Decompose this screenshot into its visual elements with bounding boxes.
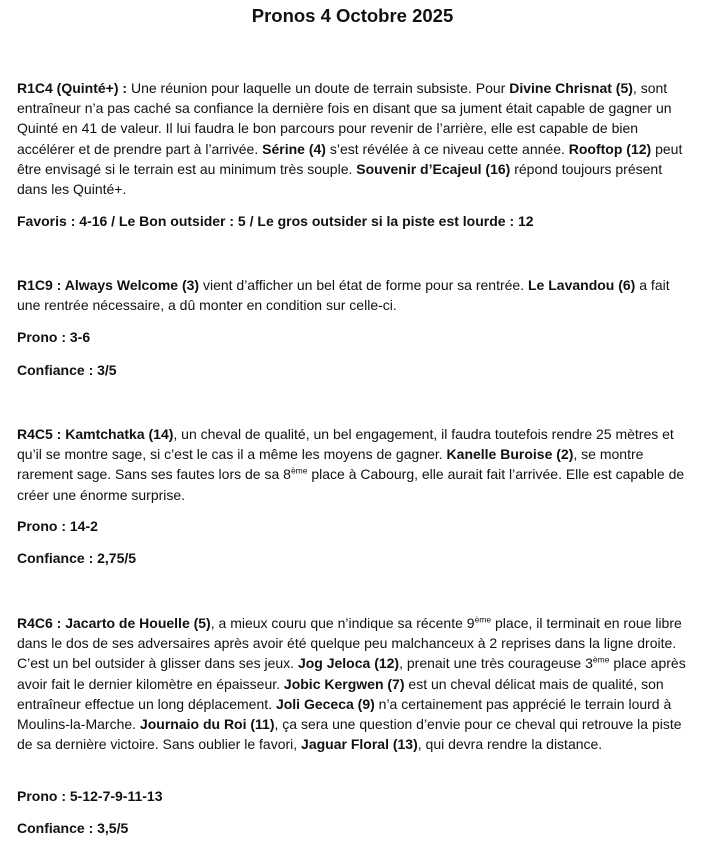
horse-name: Jaguar Floral (13) bbox=[301, 736, 418, 753]
r4c5-confiance: Confiance : 2,75/5 bbox=[17, 550, 137, 566]
horse-name: Jog Jeloca (12) bbox=[297, 655, 400, 672]
r4c5-prono: Prono : 14-2 bbox=[17, 518, 98, 534]
race-r4c6-heading: R4C6 : Jacarto de Houelle (5) bbox=[17, 615, 211, 631]
r4c6-prono: Prono : 5-12-7-9-11-13 bbox=[17, 788, 163, 804]
horse-name: Sérine (4) bbox=[262, 140, 326, 157]
horse-name: Souvenir d’Ecajeul (16) bbox=[356, 160, 511, 177]
horse-name: Divine Chrisnat (5) bbox=[509, 80, 633, 96]
horse-name: Kanelle Buroise (2) bbox=[446, 446, 574, 463]
horse-name: Le Lavandou (6) bbox=[528, 277, 636, 293]
horse-name: Jobic Kergwen (7) bbox=[283, 675, 405, 692]
r4c6-confiance: Confiance : 3,5/5 bbox=[17, 820, 129, 836]
horse-name: Rooftop (12) bbox=[568, 140, 652, 157]
race-r4c5-paragraph: R4C5 : Kamtchatka (14), un cheval de qualité, un bel engagement, il faudra toutefois rendre 25 mètres et qu’il se montre sage, si c’est le cas il a même les moyens de gagner. Kanelle Buroise (2), se montre rarement sage. Sans ses fautes lors de sa 8ème place à Cabourg, elle aurait fait l’arrivée. Elle est capable de créer une énorme surprise. bbox=[17, 426, 685, 503]
horse-name: Joli Gececa (9) bbox=[275, 695, 375, 712]
r1c9-prono: Prono : 3-6 bbox=[17, 329, 91, 345]
race-r1c9-paragraph: R1C9 : Always Welcome (3) vient d’afficher un bel état de forme pour sa rentrée. Le Lavandou (6) a fait une rentrée nécessaire, a dû monter en condition sur celle-ci. bbox=[17, 277, 670, 314]
race-r1c9-heading: R1C9 : Always Welcome (3) bbox=[17, 277, 200, 293]
race-r4c5-heading: R4C5 : Kamtchatka (14) bbox=[17, 426, 174, 442]
r1c9-confiance: Confiance : 3/5 bbox=[17, 362, 117, 378]
race-r4c6-paragraph: R4C6 : Jacarto de Houelle (5), a mieux couru que n’indique sa récente 9ème place, il terminait en roue libre dans le dos de ses adversaires après avoir été quelque peu malchanceux à 2 reprises dans la ligne droite. C’est un bel outsider à glisser dans ses jeux. Jog Jeloca (12), prenait une très courageuse 3ème place après avoir fait le dernier kilomètre en épaisseur. Jobic Kergwen (7) est un cheval délicat mais de qualité, son entraîneur effectue un long déplacement. Joli Gececa (9) n’a certainement pas apprécié le terrain lourd à Moulins-la-Marche. Journaio du Roi (11), ça sera une question d’envie pour ce cheval qui retrouve la piste de sa dernière victoire. Sans oublier le favori, Jaguar Floral (13), qui devra rendre la distance. bbox=[17, 614, 686, 753]
race-r1c4-paragraph: R1C4 (Quinté+) : Une réunion pour laquelle un doute de terrain subsiste. Pour Divine Chrisnat (5), sont entraîneur n’a pas caché sa confiance la dernière fois en disant que sa jument était capable de gagner un Quinté en 41 de valeur. Il lui faudra le bon parcours pour revenir de l’arrière, elle est capable de bien accélérer et de prendre part à l’arrivée. Sérine (4) s’est révélée à ce niveau cette année. Rooftop (12) peut être envisagé si le terrain est au minimum très souple. Souvenir d’Ecajeul (16) répond toujours présent dans les Quinté+. bbox=[17, 80, 683, 198]
race-r1c4-heading: R1C4 (Quinté+) : bbox=[17, 80, 128, 96]
horse-name: Journaio du Roi (11) bbox=[139, 716, 275, 733]
r1c4-favorites: Favoris : 4-16 / Le Bon outsider : 5 / Le gros outsider si la piste est lourde : 12 bbox=[17, 213, 534, 229]
page-title: Pronos 4 Octobre 2025 bbox=[251, 5, 454, 26]
